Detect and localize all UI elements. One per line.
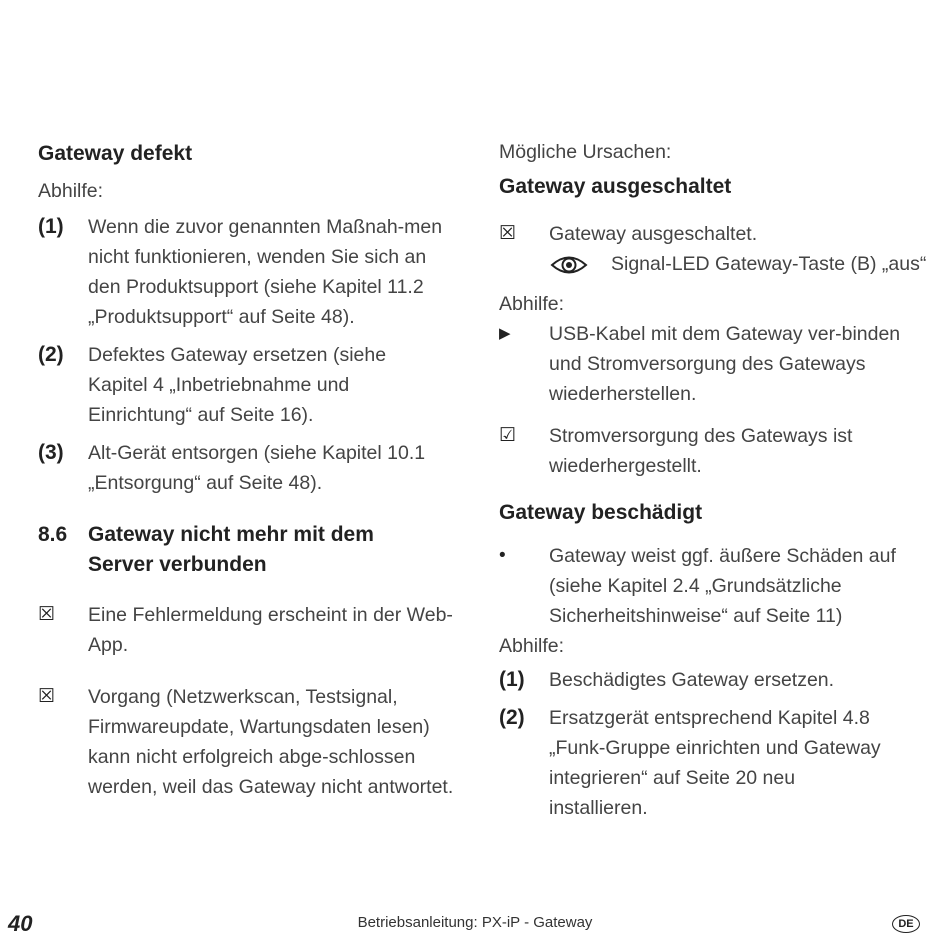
step-number: (2) (499, 706, 525, 729)
symptom-item (499, 219, 929, 249)
footer-title: Betriebsanleitung: PX-iP - Gateway (357, 914, 593, 931)
heading-gateway-ausgeschaltet: Gateway ausgeschaltet (499, 175, 732, 198)
error-text: Vorgang (Netzwerkscan, Testsignal, Firmwareupdate, Wartungsdaten lesen) kann nicht erfolgreich abge-schlossen werden, weil das Gateway nicht antwortet. (88, 686, 454, 798)
page-number: 40 (8, 911, 33, 936)
section-heading (38, 520, 468, 580)
checkbox-check-icon: ☑ (499, 425, 517, 446)
checkbox-x-icon: ☒ (499, 223, 517, 244)
error-text: Eine Fehlermeldung erscheint in der Web-App. (88, 604, 453, 656)
error-item (38, 600, 468, 660)
step-item (499, 703, 899, 823)
error-item (38, 682, 468, 802)
left-column (38, 140, 468, 802)
bullet-item (499, 541, 929, 631)
checkbox-x-icon: ☒ (38, 686, 56, 707)
step-number: (1) (499, 668, 525, 691)
remedy-label: Abhilfe: (499, 635, 565, 657)
led-note (549, 249, 929, 279)
remedy-label: Abhilfe: (499, 293, 565, 315)
causes-label: Mögliche Ursachen: (499, 141, 672, 163)
step-text: Defektes Gateway ersetzen (siehe Kapitel 4 „Inbetriebnahme und Einrichtung“ auf Seite 16). (88, 344, 387, 426)
step-text: Beschädigtes Gateway ersetzen. (549, 669, 835, 691)
step-text: Wenn die zuvor genannten Maßnah-men nicht funktionieren, wenden Sie sich an den Produktsupport (siehe Kapitel 11.2 „Produktsupport“ auf Seite 48). (88, 216, 443, 328)
page-footer (0, 903, 950, 943)
result-text: Stromversorgung des Gateways ist wiederhergestellt. (549, 425, 853, 477)
result-item (499, 421, 929, 481)
step-text: Alt-Gerät entsorgen (siehe Kapitel 10.1 „Entsorgung“ auf Seite 48). (88, 442, 426, 494)
step-text: Ersatzgerät entsprechend Kapitel 4.8 „Funk-Gruppe einrichten und Gateway integrieren“ auf Seite 20 neu installieren. (549, 707, 881, 819)
symptom-text: Gateway ausgeschaltet. (549, 223, 758, 245)
step-number: (1) (38, 215, 64, 238)
eye-icon (549, 249, 611, 278)
step-item (499, 665, 929, 695)
section-title: Gateway nicht mehr mit dem Server verbunden (88, 523, 374, 576)
step-number: (2) (38, 343, 64, 366)
step-number: (3) (38, 441, 64, 464)
language-badge: DE (892, 915, 920, 933)
bullet-icon: • (499, 545, 506, 566)
led-note-text: Signal-LED Gateway-Taste (B) „aus“ (611, 253, 927, 275)
action-text: USB-Kabel mit dem Gateway ver-binden und Stromversorgung des Gateways wiederherstellen. (549, 323, 901, 405)
right-column (499, 140, 929, 823)
section-number: 8.6 (38, 523, 68, 546)
step-item (38, 340, 438, 430)
bullet-text: Gateway weist ggf. äußere Schäden auf (siehe Kapitel 2.4 „Grundsätzliche Sicherheitshinweise“ auf Seite 11) (549, 545, 896, 627)
action-item (499, 319, 929, 409)
heading-gateway-beschaedigt: Gateway beschädigt (499, 501, 703, 524)
step-item (38, 438, 468, 498)
step-item (38, 212, 463, 332)
remedy-label: Abhilfe: (38, 180, 104, 202)
heading-gateway-defekt: Gateway defekt (38, 142, 193, 165)
play-arrow-icon: ▶ (499, 325, 511, 342)
checkbox-x-icon: ☒ (38, 604, 56, 625)
